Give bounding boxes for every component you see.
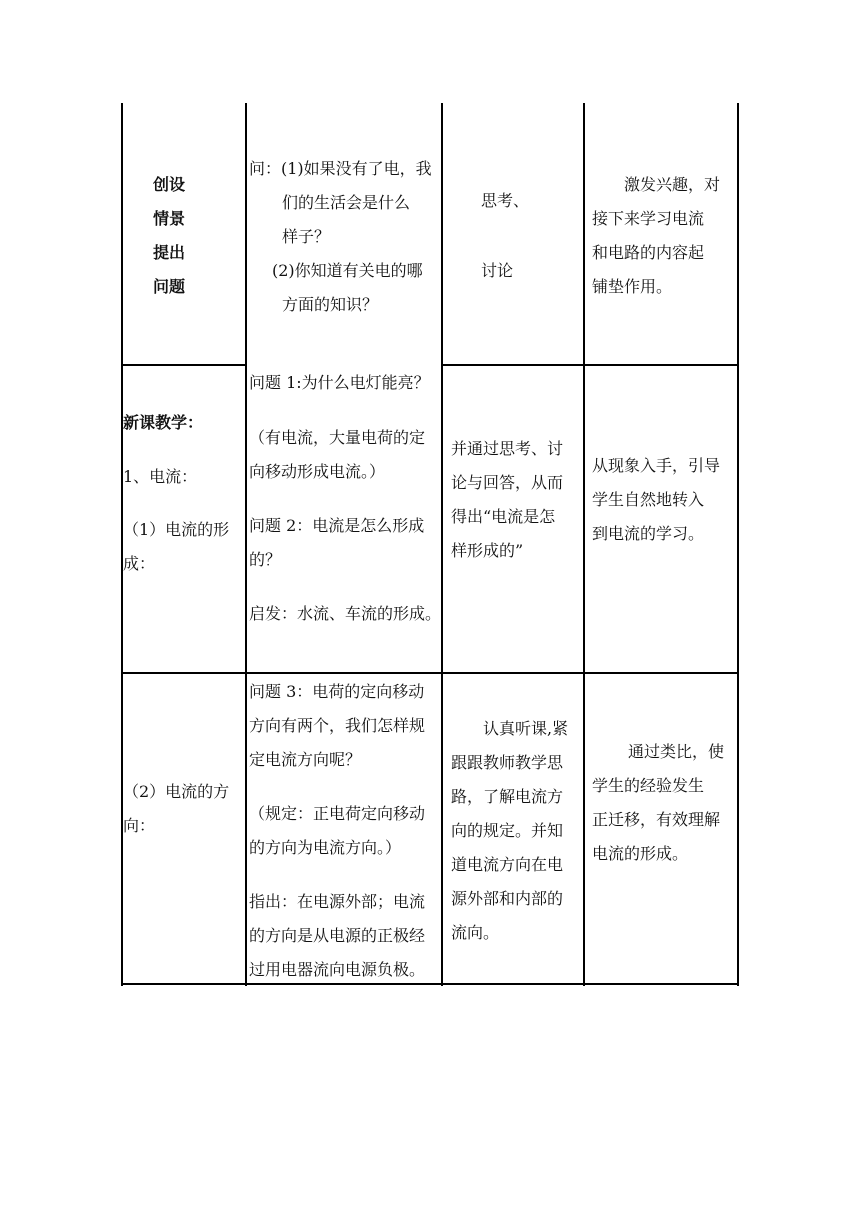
student-cell-line: 得出“电流是怎 [451,507,556,526]
stage-cell-line: 情景 [153,209,186,228]
stage-cell-line: （1）电流的形 [123,520,230,539]
student-cell-line: 认真听课,紧 [483,719,569,738]
intent-cell-line: 接下来学习电流 [592,209,705,228]
stage-cell-line: 新课教学： [123,413,204,432]
student-cell-line: 样形成的” [451,541,524,560]
teacher-cell-line: 问题 2：电流是怎么形成 [249,516,425,535]
intent-cell-line: 和电路的内容起 [592,243,705,262]
student-cell-line: 向的规定。并知 [451,821,564,840]
teacher-cell-line: 指出：在电源外部；电流 [249,892,426,911]
intent-cell-line: 激发兴趣，对 [624,175,721,194]
student-cell-line: 讨论 [481,261,514,280]
teacher-cell-line: 的方向是从电源的正极经 [249,926,426,945]
table-row-divider [121,364,247,366]
stage-cell-line: 创设 [153,175,186,194]
student-cell-line: 并通过思考、讨 [451,439,564,458]
intent-cell-line: 学生自然地转入 [592,490,705,509]
intent-cell-line: 到电流的学习。 [592,524,705,543]
intent-cell-line: 从现象入手，引导 [592,456,721,475]
intent-cell-line: 通过类比，使 [628,742,725,761]
teacher-cell-line: 定电流方向呢？ [249,750,362,769]
table-border-bottom [121,983,739,985]
table-border-right [737,103,739,986]
intent-cell-line: 电流的形成。 [592,844,689,863]
stage-cell-line: 提出 [153,243,186,262]
student-cell-line: 源外部和内部的 [451,889,564,908]
teacher-cell-line: 启发：水流、车流的形成。 [249,604,442,623]
teacher-cell-line: 过用电器流向电源负极。 [249,960,426,979]
intent-cell-line: 学生的经验发生 [592,776,705,795]
student-cell-line: 流向。 [451,923,500,942]
stage-cell-line: 1、电流： [123,467,198,486]
table-row-divider [121,672,739,674]
stage-cell-line: 向： [123,816,156,835]
student-cell-line: 思考、 [481,191,530,210]
teacher-cell-line: 向移动形成电流。） [249,462,386,481]
teacher-cell-line: 方面的知识？ [282,295,379,314]
teacher-cell-line: 方向有两个，我们怎样规 [249,716,426,735]
table-column-divider [245,103,247,986]
table-row-divider [441,364,739,366]
teacher-cell-line: 问题 3：电荷的定向移动 [249,682,425,701]
teacher-cell-line: 的？ [249,550,282,569]
student-cell-line: 跟跟教师教学思 [451,753,564,772]
teacher-cell-line: （规定：正电荷定向移动 [249,804,426,823]
student-cell-line: 道电流方向在电 [451,855,564,874]
teacher-cell-line: 的方向为电流方向。） [249,838,402,857]
table-column-divider [583,103,585,986]
teacher-cell-line: 问题 1:为什么电灯能亮？ [249,373,430,392]
teacher-cell-line: （有电流，大量电荷的定 [249,428,426,447]
teacher-cell-line: 问：(1)如果没有了电，我 [249,159,432,178]
intent-cell-line: 铺垫作用。 [592,277,673,296]
stage-cell-line: 问题 [153,277,186,296]
stage-cell-line: 成： [123,554,156,573]
teacher-cell-line: (2)你知道有关电的哪 [272,261,423,280]
student-cell-line: 论与回答，从而 [451,473,564,492]
teacher-cell-line: 们的生活会是什么 [282,193,411,212]
table-column-divider [441,103,443,986]
intent-cell-line: 正迁移，有效理解 [592,810,721,829]
student-cell-line: 路，了解电流方 [451,787,564,806]
teacher-cell-line: 样子？ [282,227,331,246]
stage-cell-line: （2）电流的方 [123,782,230,801]
